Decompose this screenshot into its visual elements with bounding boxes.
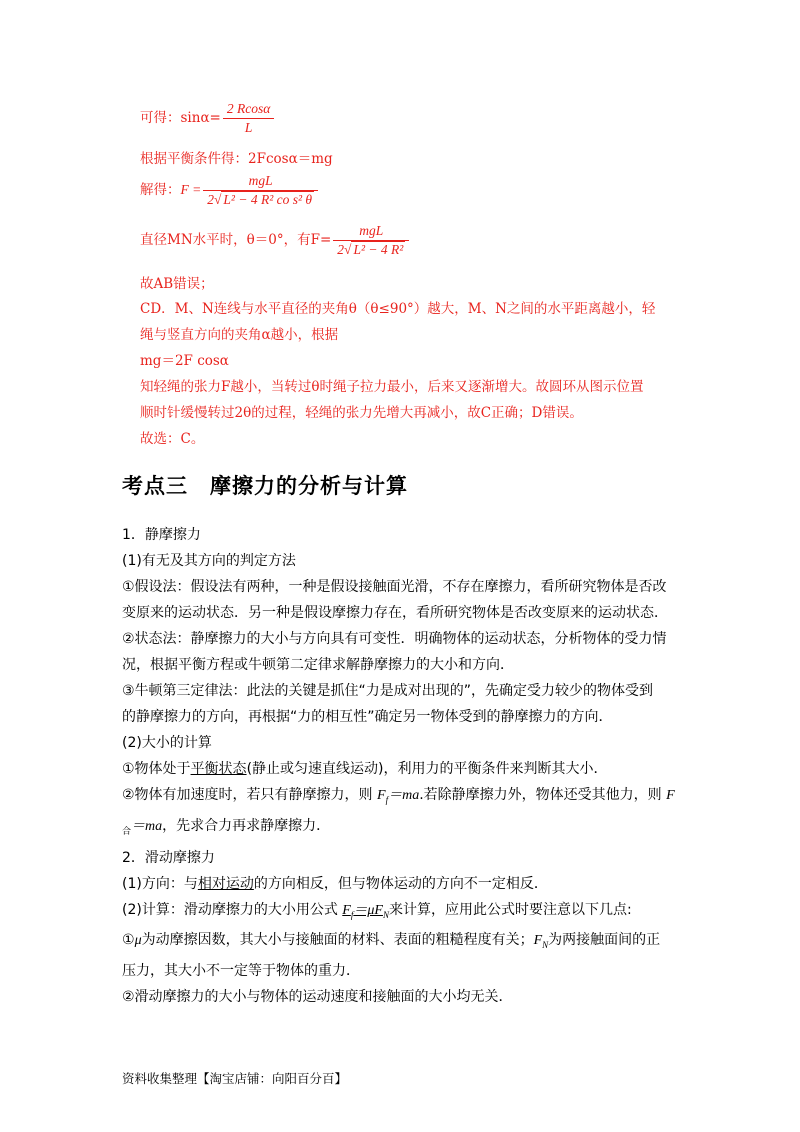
fraction	[203, 172, 318, 209]
underlined-term: 平衡状态	[190, 761, 247, 777]
fraction-numerator: 2 Rcosα	[223, 100, 274, 119]
solution-line-rotation: 顺时针缓慢转过2θ的过程，轻绳的张力先增大再减小，故C正确；D错误。	[140, 405, 583, 421]
paragraph: ①假设法：假设法有两种，一种是假设接触面光滑，不存在摩擦力，看所研究物体是否改	[122, 579, 667, 595]
solution-line-sin	[140, 100, 276, 137]
solution-line-answer: 故选：C。	[140, 431, 205, 447]
solution-line-equation: mg＝2F cosα	[140, 353, 229, 369]
solution-line-tension: 知轻绳的张力F越小，当转过θ时绳子拉力最小，后来又逐渐增大。故圆环从图示位置	[140, 379, 644, 395]
text: (静止或匀速直线运动)，利用力的平衡条件来判断其大小．	[246, 761, 608, 777]
paragraph	[122, 756, 682, 782]
paragraph: 压力，其大小不一定等于物体的重力．	[122, 963, 360, 980]
sqrt	[344, 241, 405, 259]
paragraph: ②状态法：静摩擦力的大小与方向具有可变性．明确物体的运动状态，分析物体的受力情	[122, 631, 667, 647]
subscript: N	[542, 940, 549, 951]
paragraph: 2．滑动摩擦力	[122, 849, 215, 866]
underlined-term: 相对运动	[197, 875, 254, 892]
solution-line-cd: CD．M、N连线与水平直径的夹角θ（θ≤90°）越大，M、N之间的水平距离越小，轻	[140, 301, 656, 317]
text: 的方向相反，但与物体运动的方向不一定相反．	[253, 875, 548, 892]
fraction-numerator: mgL	[333, 222, 409, 241]
text: ②物体有加速度时，若只有静摩擦力，则	[122, 787, 377, 803]
math-symbol: F	[666, 788, 675, 803]
radicand: L² − 4 R²	[353, 242, 404, 257]
fraction	[333, 222, 409, 259]
math-text: ＝ma	[388, 788, 420, 803]
math-text: ＝ma	[131, 818, 163, 834]
text: 解得：	[140, 182, 181, 198]
sqrt	[214, 191, 314, 209]
math-symbol: μ	[134, 933, 142, 949]
fraction-denominator: L	[244, 120, 253, 135]
text: 可得：sinα=	[140, 110, 221, 126]
fraction	[223, 100, 274, 137]
paragraph	[122, 871, 682, 897]
text: 为动摩擦因数，其大小与接触面的材料、表面的粗糙程度有关；	[141, 932, 534, 949]
paragraph: (1)有无及其方向的判定方法	[122, 553, 296, 569]
paragraph: ②滑动摩擦力的大小与物体的运动速度和接触面的大小均无关．	[122, 989, 513, 1006]
paragraph: (2)大小的计算	[122, 735, 212, 751]
paragraph: ③牛顿第三定律法：此法的关键是抓住“力是成对出现的”，先确定受力较少的物体受到	[122, 683, 654, 699]
text: (1)方向：与	[122, 875, 198, 892]
paragraph: 1．静摩擦力	[122, 527, 201, 543]
paragraph: 的静摩擦力的方向，再根据“力的相互性”确定另一物体受到的静摩擦力的方向．	[122, 709, 613, 725]
solution-line-cd-cont: 绳与竖直方向的夹角α越小，根据	[140, 327, 339, 343]
paragraph: 变原来的运动状态．另一种是假设摩擦力存在，看所研究物体是否改变原来的运动状态．	[122, 605, 668, 621]
subscript: N	[382, 909, 389, 920]
paragraph	[122, 782, 682, 813]
math-text: ＝μF	[353, 902, 383, 918]
text: 来计算，应用此公式时要注意以下几点:	[388, 901, 632, 918]
math-symbol: F	[342, 902, 351, 918]
section-title: 考点三 摩擦力的分析与计算	[122, 474, 408, 498]
subscript: 合	[122, 826, 132, 837]
section-content	[122, 522, 682, 1010]
radicand: L² − 4 R² co s² θ	[223, 192, 313, 207]
solution-line-ab: 故AB错误；	[140, 276, 214, 292]
subscript: f	[350, 909, 354, 920]
fraction-numerator: mgL	[203, 172, 318, 191]
paragraph	[122, 813, 682, 845]
paragraph	[122, 927, 682, 958]
text: ①	[122, 932, 135, 949]
math-symbol: F	[377, 788, 386, 803]
paragraph: 况，根据平衡方程或牛顿第二定律求解静摩擦力的大小和方向．	[122, 657, 514, 673]
math-symbol: F	[533, 933, 543, 949]
page-footer: 资料收集整理【淘宝店铺：向阳百分百】	[122, 1071, 348, 1086]
text: 直径MN水平时，θ＝0°，有F=	[140, 232, 332, 248]
text: (2)计算：滑动摩擦力的大小用公式	[122, 901, 343, 918]
radical-sign-icon: √	[213, 192, 222, 207]
solution-line-horizontal	[140, 222, 411, 259]
text: .若除静摩擦力外，物体还受其他力，则	[419, 787, 667, 803]
solution-line-solve	[140, 172, 320, 209]
radical-sign-icon: √	[344, 242, 352, 257]
subscript: f	[385, 794, 389, 805]
math-text: F =	[180, 182, 202, 197]
text: 2	[337, 242, 345, 257]
paragraph	[122, 897, 682, 928]
text: ①物体处于	[122, 761, 191, 777]
solution-line-balance: 根据平衡条件得：2Fcosα＝mg	[140, 151, 333, 167]
formula	[342, 902, 389, 918]
text: ，先求合力再求静摩擦力．	[162, 817, 331, 834]
fraction-denominator	[333, 241, 409, 259]
fraction-denominator	[203, 191, 318, 209]
text: 为两接触面间的正	[548, 932, 661, 949]
text: 2	[207, 192, 214, 207]
